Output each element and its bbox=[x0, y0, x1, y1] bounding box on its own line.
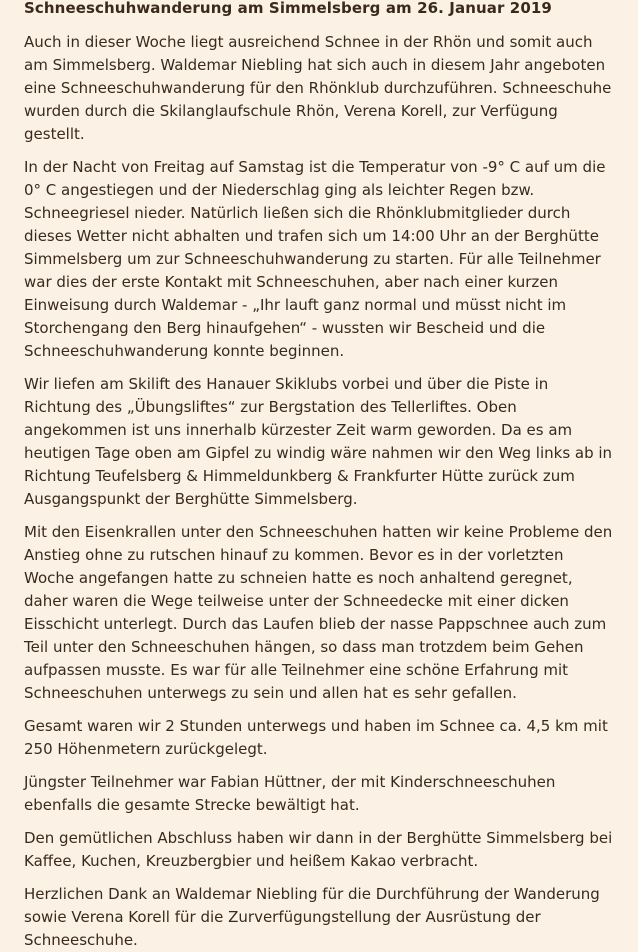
article-paragraph: Wir liefen am Skilift des Hanauer Skiklubs vorbei und über die Piste in Richtung des „Übungsliftes“ zur Bergstation des Tellerliftes. Oben angekommen ist uns innerhalb kürzester Zeit warm geworden. Da es am heutigen Tage oben am Gipfel zu windig wäre nahmen wir den Weg links ab in Richtung Teufelsberg & Himmeldunkberg & Frankfurter Hütte zurück zum Ausgangspunkt der Berghütte Simmelsberg. bbox=[24, 375, 613, 508]
article-paragraph: Jüngster Teilnehmer war Fabian Hüttner, der mit Kinderschneeschuhen ebenfalls die gesamte Strecke bewältigt hat. bbox=[24, 773, 556, 814]
article-paragraph: Gesamt waren wir 2 Stunden unterwegs und haben im Schnee ca. 4,5 km mit 250 Höhenmetern zurückgelegt. bbox=[24, 717, 608, 758]
article-paragraph: Herzlichen Dank an Waldemar Niebling für die Durchführung der Wanderung sowie Verena Korell für die Zurverfügungstellung der Ausrüstung der Schneeschuhe. bbox=[24, 885, 600, 949]
article-paragraph: Auch in dieser Woche liegt ausreichend Schnee in der Rhön und somit auch am Simmelsberg. Waldemar Niebling hat sich auch in diesem Jahr angeboten eine Schneeschuhwanderung für den Rhönklub durchzuführen. Schneeschuhe wurden durch die Skilanglaufschule Rhön, Verena Korell, zur Verfügung gestellt. bbox=[24, 33, 612, 143]
article-paragraph: In der Nacht von Freitag auf Samstag ist die Temperatur von -9° C auf um die 0° C angestiegen und der Niederschlag ging als leichter Regen bzw. Schneegriesel nieder. Natürlich ließen sich die Rhönklubmitglieder durch dieses Wetter nicht abhalten und trafen sich um 14:00 Uhr an der Berghütte Simmelsberg um zur Schneeschuhwanderung zu starten. Für alle Teilnehmer war dies der erste Kontakt mit Schneeschuhen, aber nach einer kurzen Einweisung durch Waldemar - „Ihr lauft ganz normal und müsst nicht im Storchengang den Berg hinaufgehen“ - wussten wir Bescheid und die Schneeschuhwanderung konnte beginnen. bbox=[24, 158, 606, 360]
article-paragraph: Mit den Eisenkrallen unter den Schneeschuhen hatten wir keine Probleme den Anstieg ohne zu rutschen hinauf zu kommen. Bevor es in der vorletzten Woche angefangen hatte zu schneien hatte es noch anhaltend geregnet, daher waren die Wege teilweise unter der Schneedecke mit einer dicken Eisschicht unterlegt. Durch das Laufen blieb der nasse Pappschnee auch zum Teil unter den Schneeschuhen hängen, so dass man trotzdem beim Gehen aufpassen musste. Es war für alle Teilnehmer eine schöne Erfahrung mit Schneeschuhen unterwegs zu sein und allen hat es sehr gefallen. bbox=[24, 523, 613, 702]
article-paragraph: Den gemütlichen Abschluss haben wir dann in der Berghütte Simmelsberg bei Kaffee, Kuchen, Kreuzbergbier und heißem Kakao verbracht. bbox=[24, 829, 613, 870]
article-title: Schneeschuhwanderung am Simmelsberg am 26. Januar 2019 bbox=[24, 0, 552, 17]
